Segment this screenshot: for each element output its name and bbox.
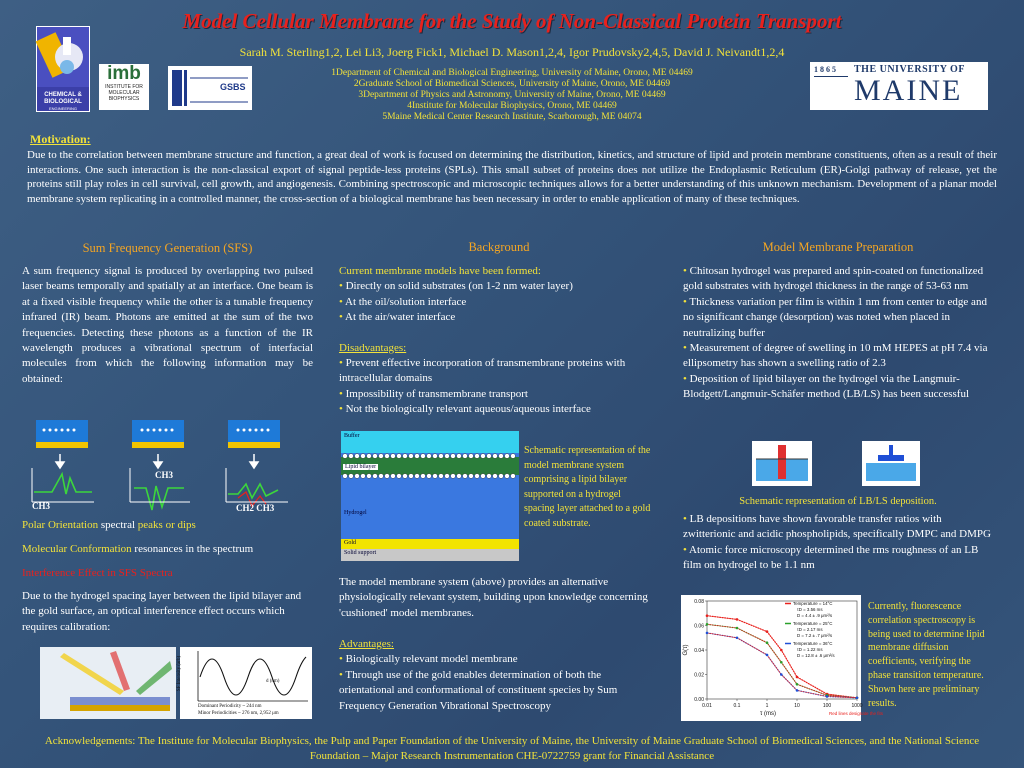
data-point — [736, 618, 739, 621]
bullet: • — [683, 295, 690, 308]
prep2-item-1 — [683, 512, 993, 543]
imb-text-2: MOLECULAR — [108, 90, 140, 96]
bullet: • — [339, 403, 346, 416]
acknowledgements: Acknowledgements: The Institute for Molecular Biophysics, the Pulp and Paper Foundation of the University of Maine, the University of Maine Graduate School of Biomedical Sciences, and the National Science Foundation – Major Research Instrumentation CHE-0722759 grant for Financial Assistance — [44, 735, 980, 762]
legend-label: Temperature = 36°C — [793, 641, 833, 646]
chem-bio-label-2: BIOLOGICAL — [44, 99, 82, 105]
data-point — [780, 661, 783, 664]
legend-d: D = 12.8 ± .6 μm²/s — [797, 653, 835, 658]
legend-label: Temperature = 14°C — [793, 601, 833, 606]
bullet: • — [339, 357, 346, 370]
dis-item-3-text: Not the biologically relevant aqueous/aqueous interface — [345, 403, 591, 416]
adv-item-2-text: Through use of the gold enables determination of both the orientational and conformational of constituent species by Sum Frequency Generation Vibrational Spectroscopy — [339, 668, 618, 712]
conformation-rest: resonances in the spectrum — [131, 543, 254, 555]
prep-item-2-text: Thickness variation per film is within 1 nm from center to edge and no significant change (desorption) was noted when placed in neutralizing buffer — [683, 295, 987, 339]
y-axis-label: G(τ) — [683, 644, 689, 656]
data-point — [706, 623, 709, 626]
buffer-layer — [341, 431, 519, 453]
maine-rule — [814, 76, 848, 77]
fcs-chart — [681, 595, 884, 721]
y-tick-label: 0.08 — [694, 599, 704, 605]
imb-text-1: INSTITUTE FOR — [105, 84, 143, 90]
hydrogel-label: Hydrogel — [344, 510, 367, 516]
x-tick-label: 10 — [794, 703, 800, 709]
graph-line2: Minor Periodicities ~ 276 nm, 2,952 μm — [198, 711, 279, 716]
bullet: • — [339, 311, 345, 324]
prep-item-4-text: Deposition of lipid bilayer on the hydrogel via the Langmuir-Blodgett/Langmuir-Schäfer method (LB/LS) has been successful — [683, 372, 970, 401]
x-tick-label: 0.1 — [733, 703, 741, 709]
bullet: • — [339, 295, 345, 308]
dis-item-1 — [339, 356, 659, 387]
prep-column — [683, 264, 993, 403]
data-point — [766, 641, 769, 644]
interference-graph — [177, 647, 312, 719]
y-tick-label: 0.02 — [694, 672, 704, 679]
data-point — [766, 654, 769, 657]
bullet: • — [339, 668, 346, 681]
x-tick-label: 100 — [822, 703, 832, 709]
polar-peaks: peaks or dips — [137, 519, 196, 531]
interference-schematic — [40, 647, 176, 719]
y-tick-label: 0.04 — [694, 648, 704, 654]
fit-line — [707, 624, 857, 698]
affiliation-5: 5Maine Medical Center Research Institute, Scarborough, ME 04074 — [382, 112, 642, 122]
current-item-3-text: At the air/water interface — [345, 311, 456, 324]
y-tick-label: 0.06 — [694, 623, 704, 630]
legend-tau: τD = 1.22 ms — [797, 647, 823, 652]
flask-icon — [37, 27, 89, 87]
current-item-1 — [339, 279, 659, 294]
background-heading: Background — [468, 240, 530, 254]
gold-label: Gold — [344, 540, 356, 546]
bullet: • — [683, 513, 690, 525]
polar-orientation-term: Polar Orientation — [22, 519, 99, 531]
ch3-label-b: CH3 — [155, 470, 173, 480]
graph-xlabel: d (nm) — [266, 679, 280, 684]
sample-3 — [228, 420, 280, 448]
legend-tau: τD = 2.17 ms — [797, 627, 823, 632]
bullet: • — [339, 280, 346, 293]
legend-label: Temperature = 25°C — [793, 621, 833, 626]
model-text: The model membrane system (above) provides an alternative physiologically relevant system, building upon knowledge concerning 'cushioned' model membranes. — [339, 576, 648, 619]
current-item-1-text: Directly on solid substrates (on 1-2 nm water layer) — [345, 280, 573, 293]
prep2-item-2 — [683, 543, 993, 574]
ch3-label-a: CH3 — [32, 501, 50, 511]
data-point — [766, 630, 769, 633]
prep2-item-2-text: Atomic force microscopy determined the rms roughness of an LB film on hydrogel to be 1.1 nm — [683, 543, 979, 572]
sfs-intro: A sum frequency signal is produced by overlapping two pulsed laser beams temporally and spatially at an interface. One beam is at a fixed visible frequency while the other is a tunable frequency infrared (IR) beam. Photons are emitted at the sum of the two frequencies. Detecting these photons as a function of the IR wavelength produces a vibrational spectrum of interfacial molecules from which the following information may be obtained: — [22, 265, 313, 385]
polar-orientation-line — [22, 519, 313, 531]
maine-line1: THE UNIVERSITY OF — [854, 64, 965, 75]
data-point — [736, 627, 739, 630]
advantages-heading: Advantages: — [339, 638, 394, 650]
poster-title: Model Cellular Membrane for the Study of Non-Classical Protein Transport — [182, 9, 842, 33]
prep-item-3-text: Measurement of degree of swelling in 10 mM HEPES at pH 7.4 via ellipsometry has shown a swelling ratio of 2.3 — [683, 342, 988, 370]
interference-heading: Interference Effect in SFS Spectra — [22, 567, 173, 579]
prep-heading: Model Membrane Preparation — [762, 240, 914, 254]
x-axis-label: τ (ms) — [759, 711, 777, 717]
current-models-heading: Current membrane models have been formed: — [339, 265, 541, 277]
interference-curve — [200, 657, 306, 695]
dis-item-2-text: Impossibility of transmembrane transport — [345, 387, 528, 400]
maine-year: 1 8 6 5 — [814, 65, 836, 74]
background-column — [339, 264, 659, 418]
lipid-label: Lipid bilayer — [345, 464, 377, 470]
data-point — [796, 689, 799, 692]
author-list: Sarah M. Sterling1,2, Lei Li3, Joerg Fick1, Michael D. Mason1,2,4, Igor Prudovsky2,4,5, David J. Neivandt1,2,4 — [239, 45, 785, 59]
membrane-schematic — [341, 431, 519, 561]
x-tick-label: 1 — [765, 703, 769, 709]
advantages-block — [339, 637, 659, 714]
dis-item-3 — [339, 402, 659, 417]
support-label: Solid support — [344, 550, 377, 556]
current-item-2-text: At the oil/solution interface — [345, 295, 467, 308]
imb-logo — [99, 64, 149, 110]
molecular-conformation-line — [22, 543, 313, 555]
disadvantages-heading: Disadvantages: — [339, 341, 407, 354]
prep-item-2 — [683, 295, 993, 341]
fcs-plot — [681, 595, 884, 721]
bullet: • — [339, 653, 346, 666]
current-item-3 — [339, 310, 659, 325]
prep-item-1-text: Chitosan hydrogel was prepared and spin-coated on functionalized gold substrates with hydrogel thickness in the range of 53-63 nm — [683, 265, 984, 293]
bullet: • — [683, 265, 690, 277]
legend-d: D = 7.2 ± .7 μm²/s — [797, 633, 833, 638]
current-item-2 — [339, 295, 659, 310]
data-point — [826, 695, 829, 698]
motivation-heading: Motivation: — [30, 132, 91, 146]
buffer-label: Buffer — [344, 433, 360, 439]
data-point — [780, 649, 783, 652]
arrow-down-icons — [56, 454, 258, 468]
series-line — [707, 633, 857, 698]
ch2ch3-label: CH2 CH3 — [236, 503, 275, 513]
dis-item-2 — [339, 387, 659, 402]
affiliation-4: 4Institute for Molecular Biophysics, Orono, ME 04469 — [407, 101, 617, 111]
bullet: • — [683, 543, 689, 556]
data-point — [796, 683, 799, 686]
prep2-item-1-text: LB depositions have shown favorable transfer ratios with zwitterionic and acidic phospholipids, specifically DMPC and DMPG — [683, 513, 991, 541]
data-point — [706, 614, 709, 617]
adv-item-1-text: Biologically relevant model membrane — [345, 653, 518, 666]
gold-layer — [341, 539, 519, 549]
interference-text: Due to the hydrogel spacing layer between the lipid bilayer and the gold surface, an optical interference effect occurs which requires calibration: — [22, 590, 302, 633]
sfs-heading: Sum Frequency Generation (SFS) — [82, 241, 253, 255]
affiliation-2: 2Graduate School of Biomedical Sciences, University of Maine, Orono, ME 04469 — [353, 79, 671, 89]
bullet: • — [683, 342, 690, 355]
adv-item-2 — [339, 668, 659, 714]
series-line — [707, 624, 857, 698]
prep-item-1 — [683, 264, 993, 295]
university-of-maine-logo — [810, 62, 988, 110]
x-tick-label: 1000 — [851, 703, 863, 709]
fit-line — [707, 633, 857, 698]
data-point — [706, 632, 709, 635]
data-point — [796, 676, 799, 679]
prep-item-3 — [683, 341, 993, 372]
imb-mark: imb — [107, 63, 141, 84]
affiliation-3: 3Department of Physics and Astronomy, University of Maine, Orono, ME 04469 — [358, 90, 666, 100]
dis-item-1-text: Prevent effective incorporation of transmembrane proteins with intracellular domains — [339, 357, 626, 385]
graph-line1: Dominant Periodicity ~ 244 nm — [198, 704, 262, 709]
chem-bio-label-3: ENGINEERING — [48, 106, 77, 111]
gsbs-logo — [168, 66, 252, 110]
affiliation-1: 1Department of Chemical and Biological Engineering, University of Maine, Orono, ME 04469 — [331, 68, 693, 78]
adv-item-1 — [339, 652, 659, 667]
imb-text-3: BIOPHYSICS — [108, 96, 140, 102]
y-tick-label: 0.00 — [694, 697, 704, 703]
bullet: • — [339, 387, 346, 400]
data-point — [736, 637, 739, 640]
sample-1 — [36, 420, 88, 448]
gsbs-label: GSBS — [220, 82, 246, 92]
prep-list-2 — [683, 512, 993, 574]
spacer — [339, 326, 659, 341]
prep-item-4 — [683, 372, 993, 403]
maine-line2: MAINE — [854, 74, 963, 107]
bullet: • — [683, 372, 690, 385]
schematic-caption: Schematic representation of the model membrane system comprising a lipid bilayer supported on a hydrogel spacing layer attached to a gold coated substrate. — [524, 445, 651, 529]
polar-mid: spectral — [98, 519, 138, 531]
chem-bio-engineering-logo — [36, 26, 90, 112]
sfs-column — [22, 264, 313, 387]
ls-deposition-icon — [862, 441, 920, 486]
fit-note: Red lines designate the fits — [829, 711, 884, 716]
affiliation-list — [150, 68, 874, 123]
lbls-caption: Schematic representation of LB/LS deposition. — [739, 496, 937, 507]
motivation-text: Due to the correlation between membrane structure and function, a great deal of work is focused on determining the distribution, kinetics, and structure of lipid and protein membrane constituents, often as a result of their interactions. One such interaction is the non-classical export of signal peptide-less proteins (SPLs). This small subset of proteins does not utilize the Endoplasmic Reticulum (ER)-Golgi pathway of release, yet the proteins still play roles in cell survival, cell growth, and angiogenesis. Combining spectroscopic and microscopic techniques allows for a better understanding of this unknown mechanism. Development of a planar model membrane system replicating in a controlled manner, the cross-section of a biological membrane has been necessary in order to enable application of many of these techniques. — [27, 149, 997, 205]
x-tick-label: 0.01 — [702, 703, 712, 709]
sample-2 — [132, 420, 184, 448]
legend-d: D = 4.4 ± .9 μm²/s — [797, 613, 833, 618]
legend-tau: τD = 3.56 ms — [797, 607, 823, 612]
data-point — [856, 697, 859, 700]
fcs-caption: Currently, fluorescence correlation spectroscopy is being used to determine lipid membrane diffusion coefficients, verifying the phase transition temperature. Shown here are preliminary results. — [868, 601, 985, 709]
graph-ylabel: SF Intensity (arb) — [177, 655, 183, 692]
lb-deposition-icon — [752, 441, 812, 486]
conformation-term: Molecular Conformation — [22, 543, 132, 555]
sfs-spectra-figure — [22, 412, 313, 517]
chem-bio-label-1: CHEMICAL & — [44, 92, 82, 98]
data-point — [780, 673, 783, 676]
